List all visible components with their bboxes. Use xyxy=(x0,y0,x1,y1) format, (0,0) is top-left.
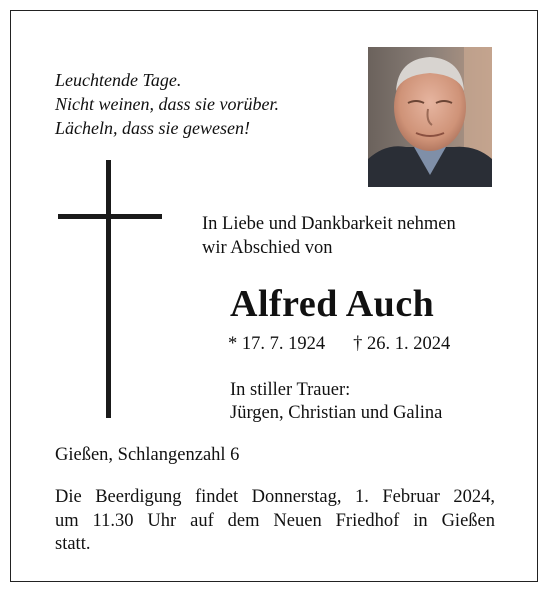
poem-line-1: Leuchtende Tage. xyxy=(55,70,182,90)
mourners-block xyxy=(230,379,442,425)
mourners-heading: In stiller Trauer: xyxy=(230,380,351,400)
funeral-info xyxy=(55,486,495,557)
family-address: Gießen, Schlangenzahl 6 xyxy=(55,445,240,465)
deceased-name: Alfred Auch xyxy=(230,283,435,325)
funeral-line-2: um 11.30 Uhr auf dem Neuen Friedhof in Gießen xyxy=(55,510,495,531)
portrait-photo xyxy=(368,47,492,187)
funeral-line-3: statt. xyxy=(55,534,91,554)
cross-symbol xyxy=(58,160,162,420)
poem-line-3: Lächeln, dass sie gewesen! xyxy=(55,118,250,138)
funeral-line-1: Die Beerdigung findet Donnerstag, 1. Februar 2024, xyxy=(55,487,495,507)
poem-line-2: Nicht weinen, dass sie vorüber. xyxy=(55,94,279,114)
intro-line-2: wir Abschied von xyxy=(202,238,333,258)
memorial-poem xyxy=(55,68,279,140)
life-dates xyxy=(228,334,450,355)
mourners-names: Jürgen, Christian und Galina xyxy=(230,403,443,423)
intro-line-1: In Liebe und Dankbarkeit nehmen xyxy=(202,214,456,234)
birth-date: * 17. 7. 1924 xyxy=(228,334,326,354)
farewell-intro xyxy=(202,212,456,260)
death-date: † 26. 1. 2024 xyxy=(353,334,451,354)
